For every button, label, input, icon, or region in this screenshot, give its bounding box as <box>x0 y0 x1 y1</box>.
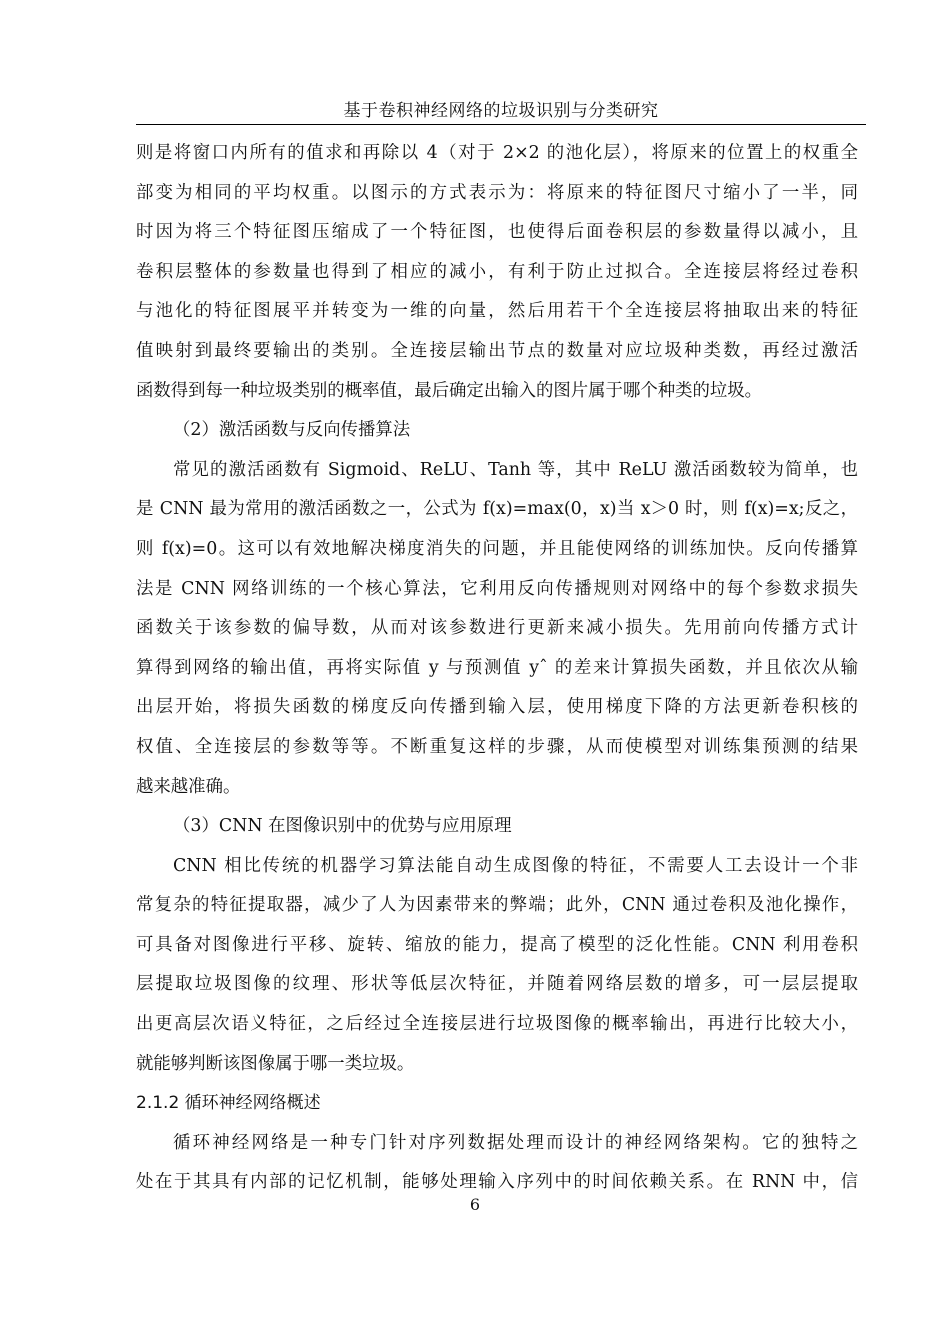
page-body <box>136 134 858 1203</box>
body-line: 层提取垃圾图像的纹理、形状等低层次特征，并随着网络层数的增多，可一层层提取 <box>136 974 858 995</box>
body-line: 可具备对图像进行平移、旋转、缩放的能力，提高了模型的泛化性能。CNN 利用卷积 <box>136 934 858 955</box>
body-line: 时因为将三个特征图压缩成了一个特征图，也使得后面卷积层的参数量得以减小，且 <box>136 222 858 243</box>
paragraph-last-line: 就能够判断该图像属于哪一类垃圾。 <box>136 1053 415 1074</box>
subheading: （2）激活函数与反向传播算法 <box>173 420 411 441</box>
body-line: 处在于其具有内部的记忆机制，能够处理输入序列中的时间依赖关系。在 RNN 中，信 <box>136 1172 858 1193</box>
body-line: 出更高层次语义特征，之后经过全连接层进行垃圾图像的概率输出，再进行比较大小， <box>136 1014 858 1035</box>
paragraph-last-line: 函数得到每一种垃圾类别的概率值，最后确定出输入的图片属于哪个种类的垃圾。 <box>136 380 763 401</box>
section-heading: 2.1.2 循环神经网络概述 <box>136 1093 321 1114</box>
body-line: 函数关于该参数的偏导数，从而对该参数进行更新来减小损失。先用前向传播方式计 <box>136 618 858 639</box>
body-line: 常复杂的特征提取器，减少了人为因素带来的弊端；此外，CNN 通过卷积及池化操作， <box>136 895 858 916</box>
body-line: 算得到网络的输出值，再将实际值 y 与预测值 yˆ 的差来计算损失函数，并且依次从输 <box>136 657 858 678</box>
running-header: 基于卷积神经网络的垃圾识别与分类研究 <box>343 101 659 121</box>
body-line: 法是 CNN 网络训练的一个核心算法，它利用反向传播规则对网络中的每个参数求损失 <box>136 578 858 599</box>
paragraph-first-line: 常见的激活函数有 Sigmoid、ReLU、Tanh 等，其中 ReLU 激活函数较为简单，也 <box>173 459 858 480</box>
body-line: 与池化的特征图展平并转变为一维的向量，然后用若干个全连接层将抽取出来的特征 <box>136 301 858 322</box>
body-line: 是 CNN 最为常用的激活函数之一，公式为 f(x)=max(0，x)当 x＞0 时，则 f(x)=x;反之， <box>136 499 858 520</box>
page-number: 6 <box>469 1195 481 1214</box>
subheading: （3）CNN 在图像识别中的优势与应用原理 <box>173 816 512 837</box>
body-line: 则 f(x)=0。这可以有效地解决梯度消失的问题，并且能使网络的训练加快。反向传播算 <box>136 538 858 559</box>
body-line: 出层开始，将损失函数的梯度反向传播到输入层，使用梯度下降的方法更新卷积核的 <box>136 697 858 718</box>
body-line: 部变为相同的平均权重。以图示的方式表示为：将原来的特征图尺寸缩小了一半，同 <box>136 182 858 203</box>
body-line: 值映射到最终要输出的类别。全连接层输出节点的数量对应垃圾种类数，再经过激活 <box>136 340 858 361</box>
paragraph-first-line: 循环神经网络是一种专门针对序列数据处理而设计的神经网络架构。它的独特之 <box>173 1132 858 1153</box>
header-rule <box>136 124 866 125</box>
body-line: 权值、全连接层的参数等等。不断重复这样的步骤，从而使模型对训练集预测的结果 <box>136 736 858 757</box>
body-line: 卷积层整体的参数量也得到了相应的减小，有利于防止过拟合。全连接层将经过卷积 <box>136 261 858 282</box>
body-line: 则是将窗口内所有的值求和再除以 4（对于 2×2 的池化层），将原来的位置上的权重全 <box>136 143 858 163</box>
paragraph-last-line: 越来越准确。 <box>136 776 241 797</box>
paragraph-first-line: CNN 相比传统的机器学习算法能自动生成图像的特征，不需要人工去设计一个非 <box>173 855 858 876</box>
